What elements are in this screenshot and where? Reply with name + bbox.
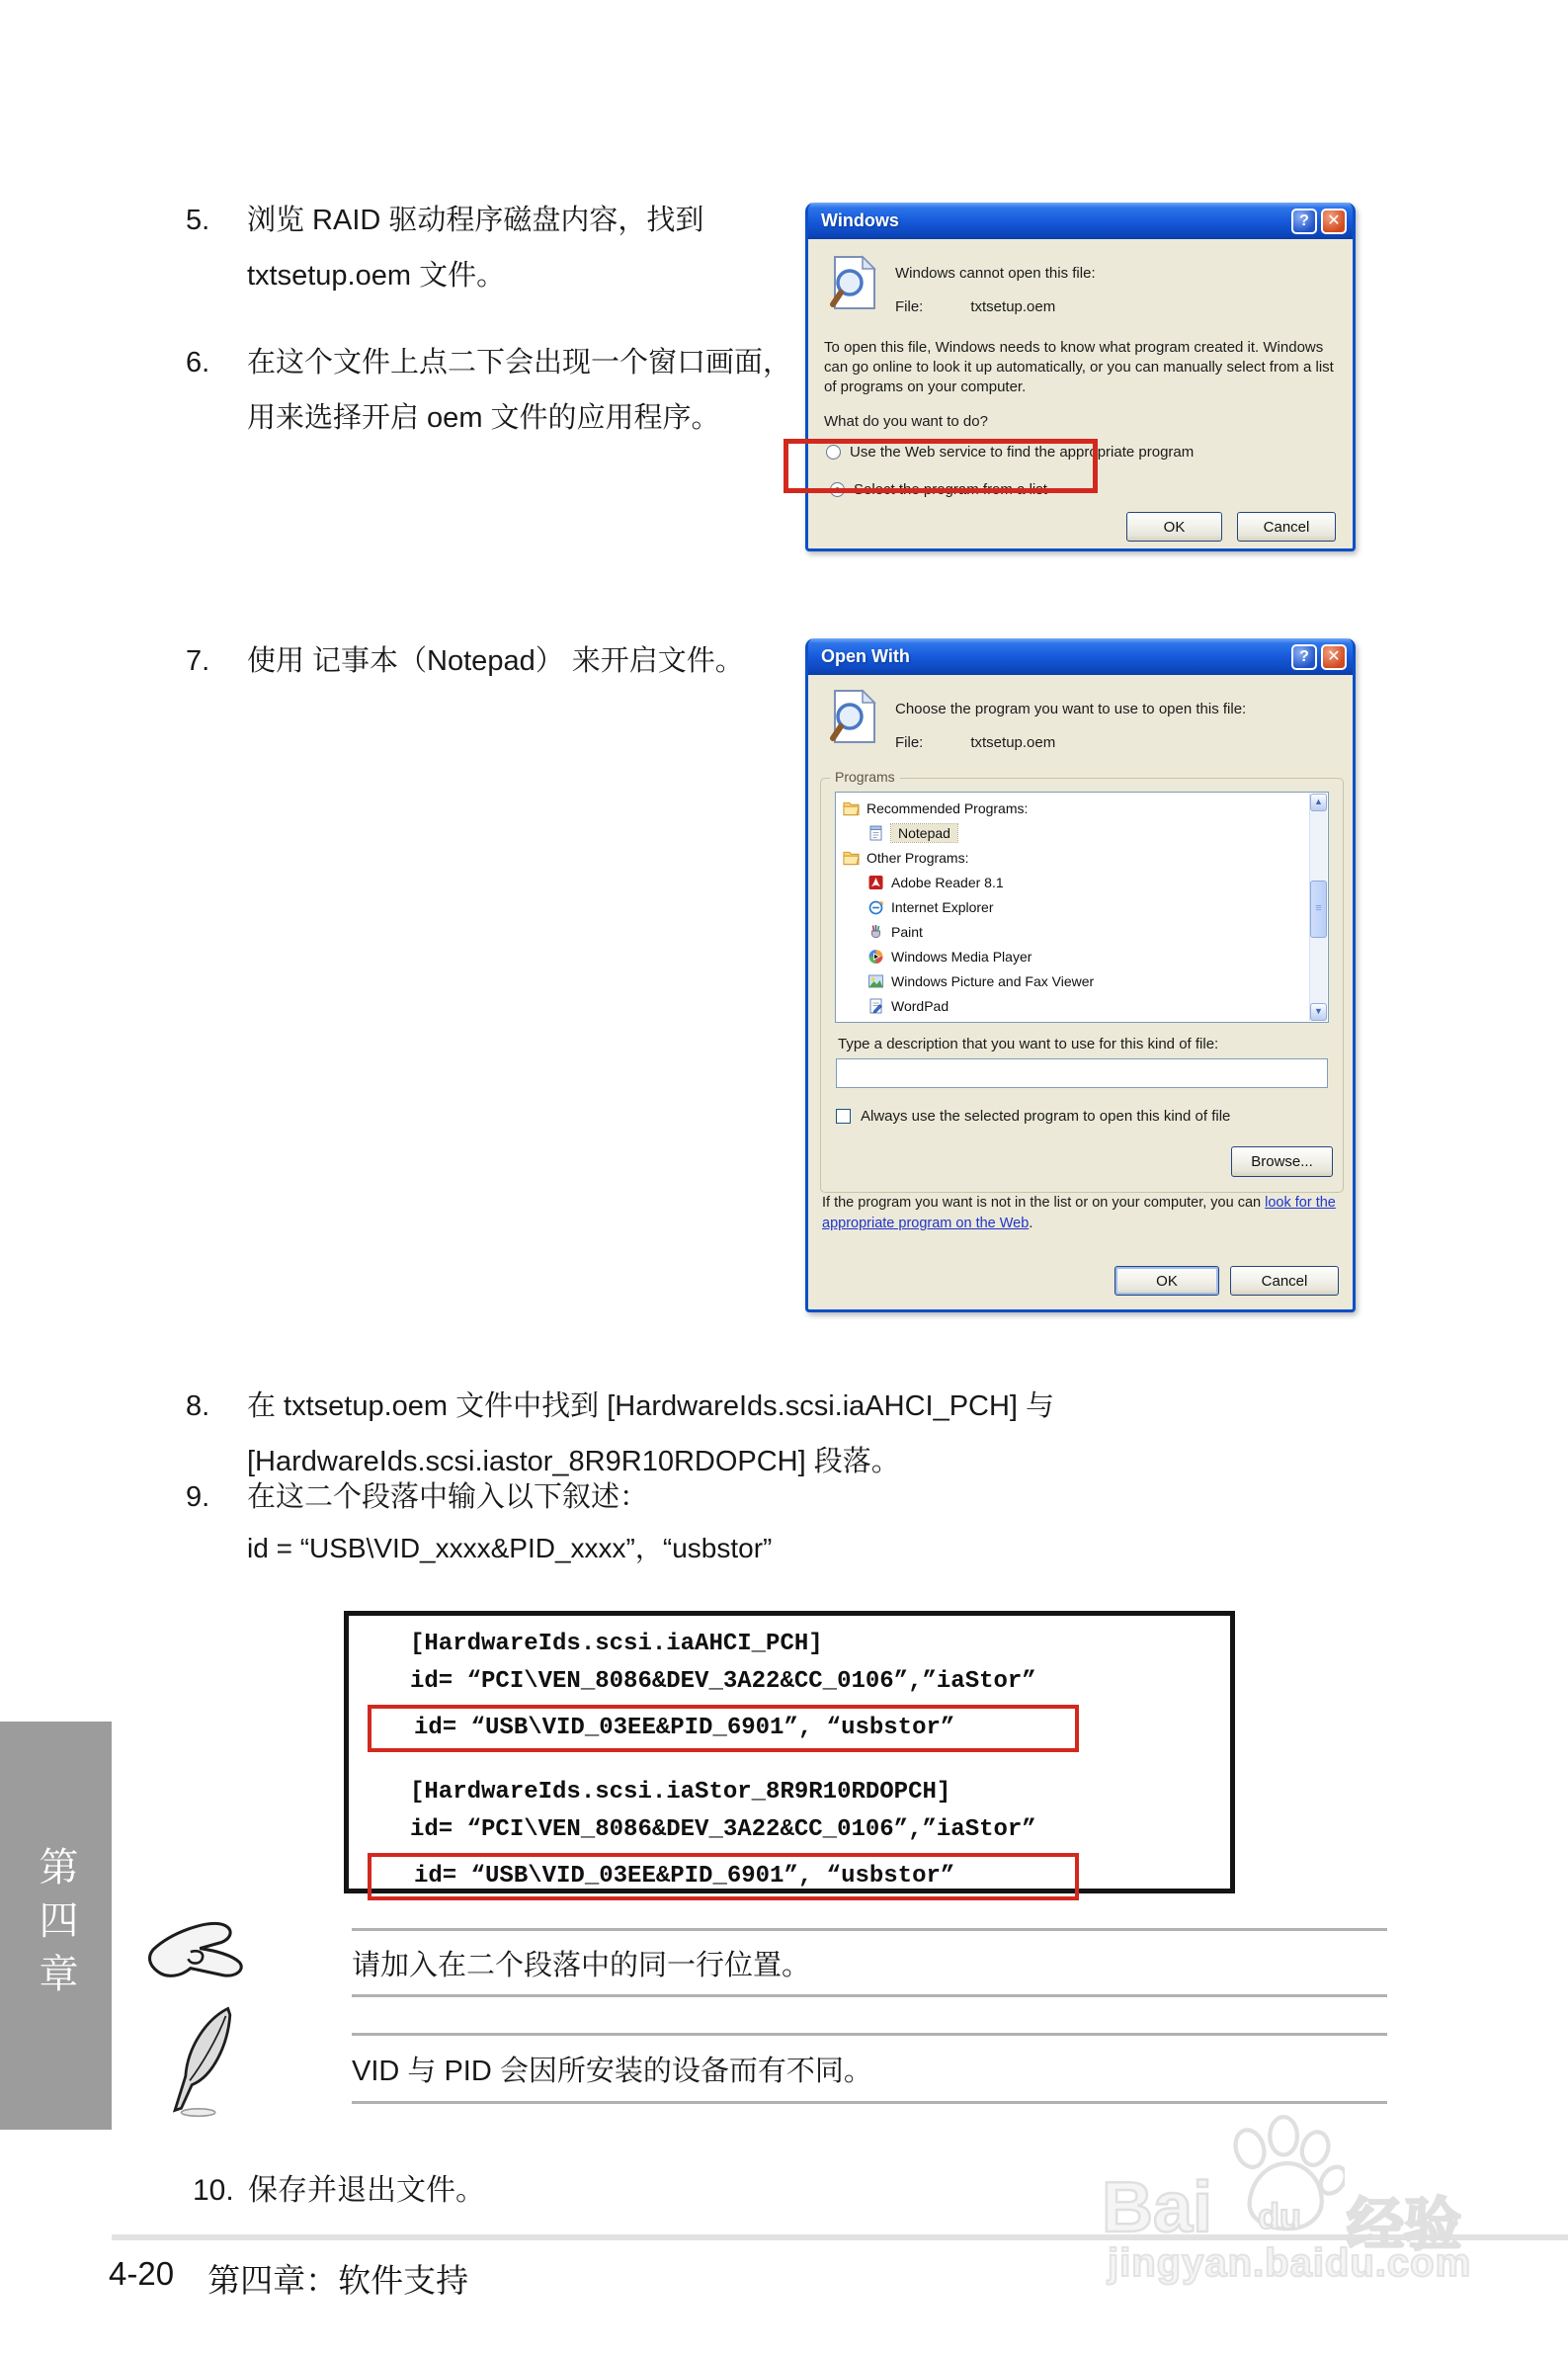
dialog-titlebar	[808, 638, 1353, 675]
cancel-button[interactable]: Cancel	[1237, 512, 1336, 542]
notepad-icon	[867, 825, 884, 841]
step-8-text: 在 txtsetup.oem 文件中找到 [HardwareIds.scsi.iaAHCI_PCH] 与 [HardwareIds.scsi.iastor_8R9R10RDOPCH] 段落。	[247, 1390, 1055, 1477]
internet-explorer-icon	[867, 899, 884, 915]
scroll-up-icon[interactable]: ▲	[1310, 794, 1327, 811]
step-7-text: 使用 记事本（Notepad） 来开启文件。	[247, 645, 744, 677]
wordpad-icon	[867, 998, 884, 1014]
baidu-jingyan-watermark	[1102, 2113, 1497, 2311]
footer-chapter-title: 第四章：软件支持	[207, 2262, 469, 2299]
ok-button[interactable]: OK	[1114, 1266, 1219, 1296]
list-item-adobe-reader[interactable]	[836, 870, 1328, 894]
file-name: txtsetup.oem	[970, 298, 1056, 315]
browse-button[interactable]: Browse...	[1231, 1146, 1333, 1177]
step-8-number: 8.	[186, 1390, 210, 1422]
list-item-internet-explorer[interactable]	[836, 894, 1328, 919]
code-section1-header: [HardwareIds.scsi.iaAHCI_PCH]	[410, 1631, 823, 1657]
dialog-description: To open this file, Windows needs to know what program created it. Windows can go online to look it up automatically, or you can manually select from a list of programs on your computer.	[824, 339, 1334, 395]
windows-cannot-open-dialog	[805, 203, 1356, 551]
watermark-url-text: jingyan.baidu.com	[1108, 2241, 1472, 2285]
radio-web-service-label: Use the Web service to find the appropriate program	[850, 444, 1195, 461]
always-use-label: Always use the selected program to open this kind of file	[861, 1108, 1231, 1125]
note-2-text: VID 与 PID 会因所安装的设备而有不同。	[352, 2055, 872, 2087]
id-statement-line: id = “USB\VID_xxxx&PID_xxxx”，“usbstor”	[247, 1533, 773, 1563]
scroll-thumb[interactable]: ≡	[1310, 881, 1327, 938]
checkbox-icon[interactable]	[836, 1109, 851, 1124]
highlight-select-program-annotation	[784, 439, 1098, 493]
help-button[interactable]: ?	[1291, 644, 1317, 670]
list-group-recommended[interactable]	[836, 796, 1328, 820]
link-suffix: .	[1029, 1216, 1033, 1231]
code-section1-pci-line: id= “PCI\VEN_8086&DEV_3A22&CC_0106”,”iaStor”	[410, 1668, 1036, 1695]
programs-listbox[interactable]	[835, 792, 1329, 1023]
file-row	[895, 298, 1055, 315]
note-hand-icon	[146, 1915, 263, 2000]
look-on-web-link[interactable]: look for the appropriate program on the Web	[822, 1195, 1336, 1231]
code-section1-usb-line-highlighted: id= “USB\VID_03EE&PID_6901”, “usbstor”	[368, 1705, 1079, 1752]
txtsetup-oem-code-block	[344, 1611, 1235, 1893]
list-item-label: Paint	[891, 923, 923, 940]
note-quill-icon	[150, 2002, 257, 2119]
file-name: txtsetup.oem	[970, 734, 1056, 751]
note-1-text: 请加入在二个段落中的同一行位置。	[352, 1949, 811, 1981]
file-search-icon	[828, 689, 879, 744]
page-footer	[109, 2255, 468, 2302]
list-item-label: Recommended Programs:	[867, 799, 1029, 816]
dialog-body	[808, 239, 1353, 548]
dialog-question: What do you want to do?	[824, 413, 988, 430]
list-item-label: Internet Explorer	[891, 898, 994, 915]
step-6-number: 6.	[186, 347, 210, 378]
list-item-notepad[interactable]	[836, 820, 1328, 845]
code-section2-pci-line: id= “PCI\VEN_8086&DEV_3A22&CC_0106”,”iaStor”	[410, 1816, 1036, 1843]
list-item-label: Adobe Reader 8.1	[891, 874, 1004, 890]
step-9-number: 9.	[186, 1481, 210, 1513]
list-item-paint[interactable]	[836, 919, 1328, 944]
dialog-body	[808, 675, 1353, 1309]
folder-icon	[843, 800, 860, 816]
step-5-text: 浏览 RAID 驱动程序磁盘内容，找到 txtsetup.oem 文件。	[247, 205, 704, 292]
web-lookup-paragraph	[822, 1193, 1350, 1234]
list-group-other[interactable]	[836, 845, 1328, 870]
chapter-side-tab	[0, 1722, 112, 2130]
picture-viewer-icon	[867, 973, 884, 989]
step-10-number: 10.	[193, 2174, 234, 2207]
chapter-side-tab-label: 第四章	[34, 1845, 77, 2006]
programs-groupbox-label: Programs	[830, 769, 900, 785]
note-1	[352, 1928, 1387, 1997]
link-prefix: If the program you want is not in the list or on your computer, you can	[822, 1195, 1266, 1211]
always-use-checkbox-row[interactable]	[836, 1108, 1230, 1125]
list-item-label: Windows Picture and Fax Viewer	[891, 972, 1095, 989]
list-item-wordpad[interactable]	[836, 993, 1328, 1018]
step-5-number: 5.	[186, 205, 210, 236]
step-10-text: 保存并退出文件。	[248, 2174, 485, 2207]
list-item-label: Windows Media Player	[891, 948, 1032, 965]
paint-icon	[867, 924, 884, 940]
list-scrollbar[interactable]	[1309, 794, 1327, 1021]
folder-icon	[843, 850, 860, 866]
step-5	[186, 194, 796, 303]
step-6	[186, 336, 796, 446]
note-2	[352, 2033, 1387, 2104]
list-item-picture-fax-viewer[interactable]	[836, 968, 1328, 993]
step-9	[186, 1471, 1371, 1526]
step-6-text: 在这个文件上点二下会出现一个窗口画面，用来选择开启 oem 文件的应用程序。	[247, 347, 792, 434]
scroll-down-icon[interactable]: ▼	[1310, 1003, 1327, 1021]
file-label: File:	[895, 734, 924, 751]
file-search-icon	[828, 255, 879, 310]
file-row	[895, 734, 1055, 751]
list-item-label: WordPad	[891, 997, 949, 1014]
step-7	[186, 634, 796, 690]
open-with-dialog	[805, 638, 1356, 1312]
cancel-button[interactable]: Cancel	[1230, 1266, 1339, 1296]
dialog-message: Windows cannot open this file:	[895, 265, 1096, 282]
watermark-bai-text: Bai	[1102, 2168, 1213, 2247]
code-section2-usb-line-highlighted: id= “USB\VID_03EE&PID_6901”, “usbstor”	[368, 1853, 1079, 1900]
help-button[interactable]: ?	[1291, 209, 1317, 234]
dialog-titlebar	[808, 203, 1353, 239]
media-player-icon	[867, 949, 884, 965]
close-button[interactable]: ✕	[1321, 209, 1347, 234]
dialog-title: Windows	[821, 210, 899, 230]
close-button[interactable]: ✕	[1321, 644, 1347, 670]
step-7-number: 7.	[186, 645, 210, 677]
code-section2-header: [HardwareIds.scsi.iaStor_8R9R10RDOPCH]	[410, 1779, 951, 1806]
watermark-du-text: du	[1258, 2196, 1301, 2236]
dialog-title: Open With	[821, 646, 910, 666]
description-input[interactable]	[836, 1058, 1328, 1088]
footer-page-number: 4-20	[109, 2255, 175, 2292]
list-item-windows-media-player[interactable]	[836, 944, 1328, 968]
radio-select-from-list-label: Select the program from a list	[854, 481, 1047, 498]
step-10	[193, 2162, 884, 2220]
step-9-text: 在这二个段落中输入以下叙述：	[247, 1481, 649, 1513]
adobe-reader-icon	[867, 875, 884, 890]
ok-button[interactable]: OK	[1126, 512, 1222, 542]
dialog-message: Choose the program you want to use to open this file:	[895, 701, 1247, 717]
file-label: File:	[895, 298, 924, 315]
watermark-jingyan-text: 经验	[1347, 2193, 1462, 2257]
description-label: Type a description that you want to use for this kind of file:	[838, 1036, 1219, 1052]
list-item-label-selected: Notepad	[891, 824, 957, 842]
list-item-label: Other Programs:	[867, 849, 969, 866]
